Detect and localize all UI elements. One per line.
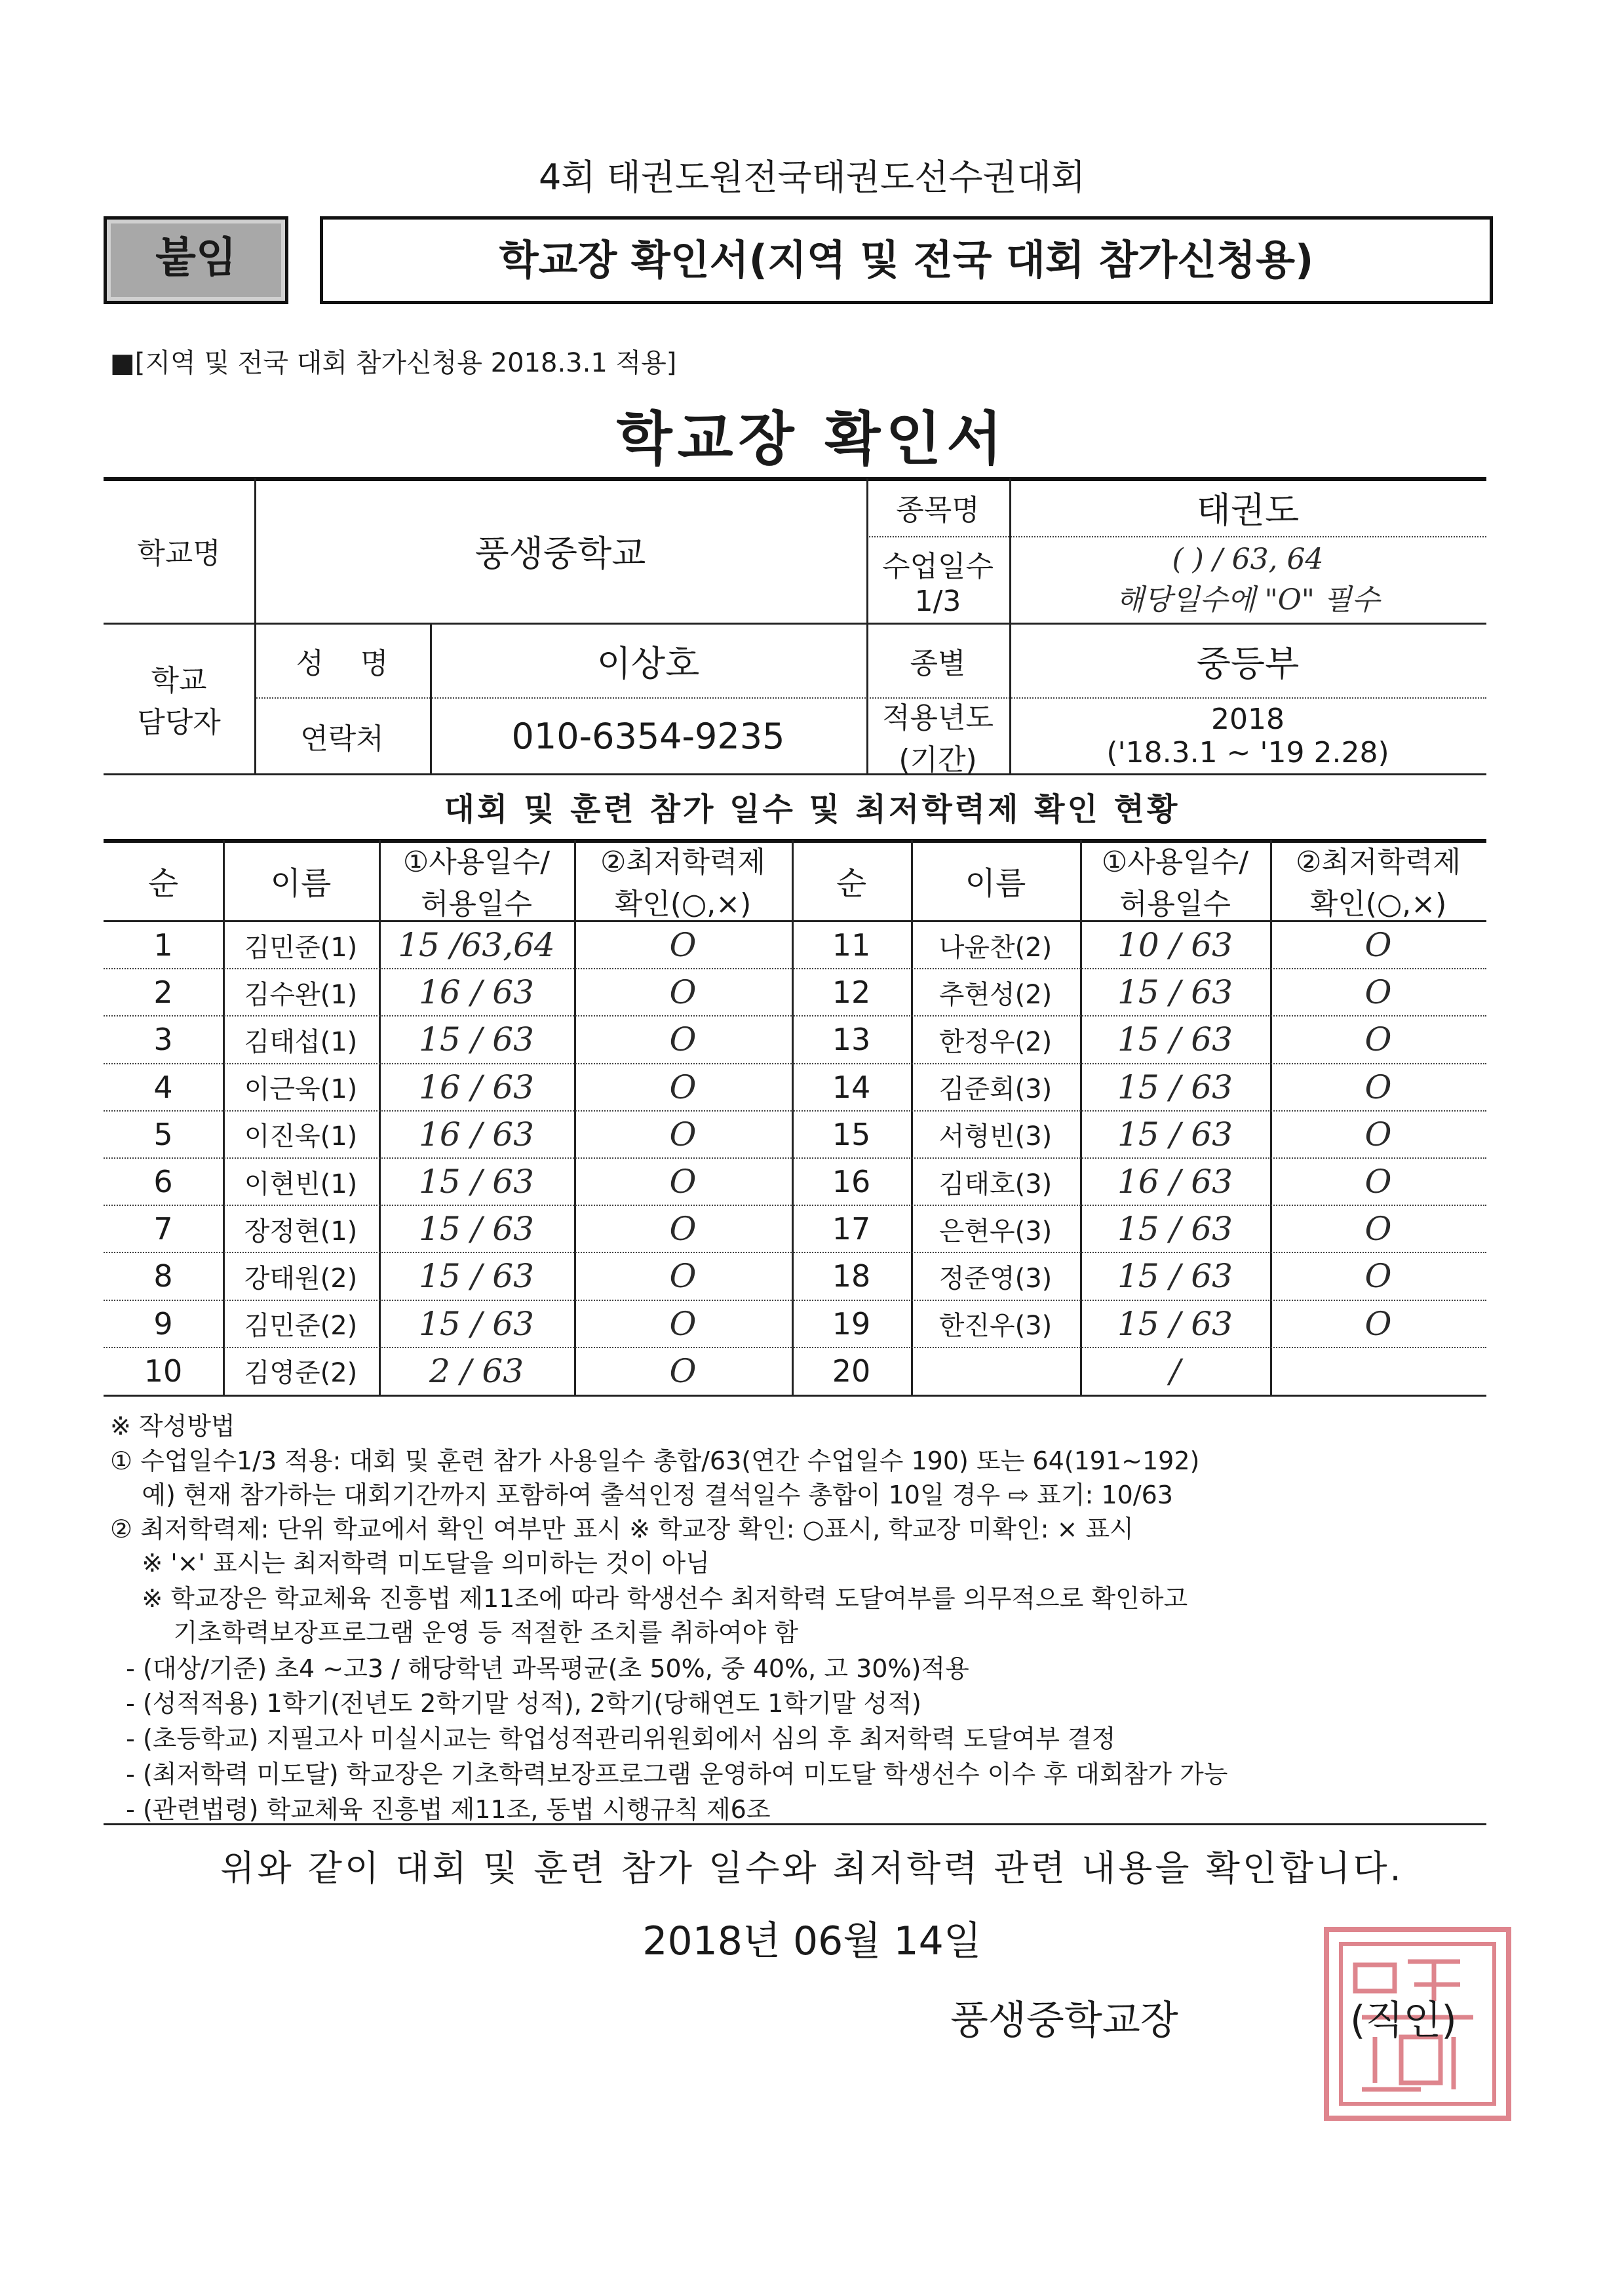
left-row-7-days: 15 / 63 xyxy=(419,1210,534,1249)
col-days-right-line2: 허용일수 xyxy=(1119,887,1231,921)
left-row-10-name: 김영준(2) xyxy=(244,1358,358,1389)
contact-label-line2: 담당자 xyxy=(137,706,221,739)
right-row-4-no: 14 xyxy=(832,1069,871,1105)
instruction-line-9: - (성적적용) 1학기(전년도 2학기말 성적), 2학기(당해연도 1학기말 성적) xyxy=(110,1689,921,1718)
name-value: 이상호 xyxy=(596,642,700,684)
year-label-line2: (기간) xyxy=(899,743,977,777)
left-row-1-name: 김민준(1) xyxy=(244,932,358,963)
right-row-3-check: O xyxy=(1364,1020,1392,1059)
col-days-right xyxy=(1080,840,1270,920)
right-row-5-days: 15 / 63 xyxy=(1117,1115,1233,1153)
left-row-4-name: 이근욱(1) xyxy=(244,1074,358,1105)
left-row-5-name: 이진욱(1) xyxy=(244,1121,358,1152)
left-row-7-name: 장정현(1) xyxy=(244,1216,358,1247)
left-row-5-no: 5 xyxy=(153,1116,173,1152)
left-row-8-check: O xyxy=(669,1257,697,1296)
right-row-10-days: / xyxy=(1169,1351,1181,1390)
days-label xyxy=(866,537,1009,623)
left-row-8-days: 15 / 63 xyxy=(419,1257,534,1296)
instruction-line-5: ※ '×' 표시는 최저학력 미도달을 의미하는 것이 아님 xyxy=(110,1549,710,1578)
principal-title: 풍생중학교장 xyxy=(950,1998,1178,2044)
col-check-right-line2: 확인(○,×) xyxy=(1309,887,1447,921)
division-value: 중등부 xyxy=(1196,642,1300,684)
confirmation-statement: 위와 같이 대회 및 훈련 참가 일수와 최저학력 관련 내용을 확인합니다. xyxy=(220,1848,1404,1889)
instruction-line-1: ※ 작성방법 xyxy=(110,1412,235,1441)
right-row-1-no: 11 xyxy=(832,927,871,963)
instruction-line-3: 예) 현재 참가하는 대회기간까지 포함하여 출석인정 결석일수 총합이 10일 경우 ⇨ 표기: 10/63 xyxy=(110,1481,1173,1509)
left-row-3-name: 김태섭(1) xyxy=(244,1026,358,1057)
left-row-7-no: 7 xyxy=(153,1211,173,1247)
left-row-10-days: 2 / 63 xyxy=(429,1351,524,1390)
contact-label-line1: 학교 xyxy=(151,664,207,697)
document-title-box xyxy=(320,216,1493,304)
left-row-3-check: O xyxy=(669,1020,697,1059)
col-name-right: 이름 xyxy=(965,864,1026,902)
col-check-left-line2: 확인(○,×) xyxy=(614,887,752,921)
right-row-5-no: 15 xyxy=(832,1116,871,1152)
col-check-right-line1: ②최저학력제 xyxy=(1296,845,1461,879)
right-row-2-days: 15 / 63 xyxy=(1117,973,1233,1012)
left-row-1-check: O xyxy=(669,926,697,965)
left-row-10-no: 10 xyxy=(144,1353,183,1389)
left-row-8-no: 8 xyxy=(153,1258,173,1294)
days-value-line2: 해당일수에 "O" 필수 xyxy=(1115,583,1380,617)
sport-value: 태권도 xyxy=(1196,489,1300,531)
left-row-6-check: O xyxy=(669,1163,697,1201)
left-row-5-days: 16 / 63 xyxy=(419,1115,534,1153)
right-row-7-no: 17 xyxy=(832,1211,871,1247)
left-row-7-check: O xyxy=(669,1210,697,1249)
issue-date: 2018년 06월 14일 xyxy=(642,1918,982,1964)
right-row-8-check: O xyxy=(1364,1257,1392,1296)
phone-label: 연락처 xyxy=(300,722,384,756)
right-row-2-name: 추현성(2) xyxy=(938,979,1053,1010)
year-value-line1: 2018 xyxy=(1211,703,1285,736)
instruction-line-6: ※ 학교장은 학교체육 진흥법 제11조에 따라 학생선수 최저학력 도달여부를 의무적으로 확인하고 xyxy=(110,1584,1188,1613)
right-row-8-days: 15 / 63 xyxy=(1117,1257,1233,1296)
right-row-9-name: 한진우(3) xyxy=(938,1311,1053,1342)
instruction-line-7: 기초학력보장프로그램 운영 등 적절한 조치를 취하여야 함 xyxy=(110,1618,799,1647)
left-row-2-days: 16 / 63 xyxy=(419,973,534,1012)
left-row-2-no: 2 xyxy=(153,975,173,1011)
instruction-line-10: - (초등학교) 지필고사 미실시교는 학업성적관리위원회에서 심의 후 최저학력 도달여부 결정 xyxy=(110,1724,1116,1753)
left-row-4-no: 4 xyxy=(153,1069,173,1105)
right-row-3-no: 13 xyxy=(832,1022,871,1058)
summary-heading: 대회 및 훈련 참가 일수 및 최저학력제 확인 현황 xyxy=(444,791,1180,828)
instruction-line-12: - (관련법령) 학교체육 진흥법 제11조, 동법 시행규칙 제6조 xyxy=(110,1795,771,1824)
left-row-4-check: O xyxy=(669,1068,697,1106)
col-days-left-line2: 허용일수 xyxy=(420,887,532,921)
attachment-badge: 붙임 xyxy=(104,216,288,304)
phone-value: 010-6354-9235 xyxy=(511,715,785,757)
instruction-line-2: ① 수업일수1/3 적용: 대회 및 훈련 참가 사용일수 총합/63(연간 수업일수 190) 또는 64(191~192) xyxy=(110,1446,1200,1475)
right-row-4-days: 15 / 63 xyxy=(1117,1068,1233,1106)
col-name-left: 이름 xyxy=(270,864,332,902)
right-row-5-name: 서형빈(3) xyxy=(938,1121,1053,1152)
days-value-line1: ( ) / 63, 64 xyxy=(1172,542,1324,576)
col-days-left-line1: ①사용일수/ xyxy=(402,845,551,879)
left-row-2-name: 김수완(1) xyxy=(244,979,358,1010)
division-label: 종별 xyxy=(910,647,966,680)
left-row-3-no: 3 xyxy=(153,1022,173,1058)
right-row-7-name: 은현우(3) xyxy=(938,1216,1053,1247)
year-value xyxy=(1009,699,1486,773)
instruction-line-11: - (최저학력 미도달) 학교장은 기초학력보장프로그램 운영하여 미도달 학생선수 이수 후 대회참가 가능 xyxy=(110,1760,1228,1789)
col-check-right xyxy=(1270,840,1486,920)
right-row-4-name: 김준회(3) xyxy=(938,1074,1053,1105)
right-row-3-days: 15 / 63 xyxy=(1117,1020,1233,1059)
school-value: 풍생중학교 xyxy=(474,532,646,574)
right-row-6-name: 김태호(3) xyxy=(938,1169,1053,1199)
left-row-2-check: O xyxy=(669,973,697,1012)
right-row-10-no: 20 xyxy=(832,1353,871,1389)
right-row-2-no: 12 xyxy=(832,975,871,1011)
year-label-line1: 적용년도 xyxy=(881,701,994,735)
right-row-1-days: 10 / 63 xyxy=(1117,926,1233,965)
right-row-10-name xyxy=(911,1347,1080,1395)
contact-label xyxy=(104,624,254,773)
days-label-line2: 1/3 xyxy=(914,584,961,618)
col-days-left xyxy=(379,840,574,920)
right-row-7-days: 15 / 63 xyxy=(1117,1210,1233,1249)
left-row-8-name: 강태원(2) xyxy=(244,1263,358,1294)
year-label xyxy=(866,699,1009,777)
left-row-4-days: 16 / 63 xyxy=(419,1068,534,1106)
left-row-1-no: 1 xyxy=(153,927,173,963)
right-row-6-no: 16 xyxy=(832,1164,871,1200)
right-row-9-no: 19 xyxy=(832,1306,871,1342)
left-row-10-check: O xyxy=(669,1351,697,1390)
left-row-9-no: 9 xyxy=(153,1306,173,1342)
seal-label: (직인) xyxy=(1350,1998,1457,2044)
event-title: 4회 태권도원전국태권도선수권대회 xyxy=(539,157,1085,198)
right-row-9-check: O xyxy=(1364,1304,1392,1343)
days-value xyxy=(1009,537,1486,623)
col-days-right-line1: ①사용일수/ xyxy=(1101,845,1249,879)
right-row-8-name: 정준영(3) xyxy=(938,1263,1053,1294)
right-row-6-days: 16 / 63 xyxy=(1117,1163,1233,1201)
left-row-6-no: 6 xyxy=(153,1164,173,1200)
right-row-8-no: 18 xyxy=(832,1258,871,1294)
form-title: 학교장 확인서 xyxy=(616,405,1008,473)
right-row-1-check: O xyxy=(1364,926,1392,965)
name-label: 성 명 xyxy=(296,647,389,680)
right-row-7-check: O xyxy=(1364,1210,1392,1249)
sport-label: 종목명 xyxy=(896,494,980,527)
right-row-1-name: 나윤찬(2) xyxy=(938,932,1053,963)
left-row-3-days: 15 / 63 xyxy=(419,1020,534,1059)
left-row-9-days: 15 / 63 xyxy=(419,1304,534,1343)
left-row-9-name: 김민준(2) xyxy=(244,1311,358,1342)
right-row-6-check: O xyxy=(1364,1163,1392,1201)
left-row-9-check: O xyxy=(669,1304,697,1343)
left-row-6-name: 이현빈(1) xyxy=(244,1169,358,1199)
instruction-line-8: - (대상/기준) 초4 ~고3 / 해당학년 과목평균(초 50%, 중 40%, 고 30%)적용 xyxy=(110,1654,969,1683)
year-value-line2: ('18.3.1 ~ '19 2.28) xyxy=(1106,736,1389,769)
right-row-5-check: O xyxy=(1364,1115,1392,1153)
right-row-10-check xyxy=(1270,1347,1486,1395)
col-check-left-line1: ②최저학력제 xyxy=(600,845,765,879)
right-row-3-name: 한정우(2) xyxy=(938,1026,1053,1057)
right-row-9-days: 15 / 63 xyxy=(1117,1304,1233,1343)
col-check-left xyxy=(574,840,792,920)
document-title: 학교장 확인서(지역 및 전국 대회 참가신청용) xyxy=(499,236,1314,284)
left-row-1-days: 15 /63,64 xyxy=(398,926,555,965)
right-row-2-check: O xyxy=(1364,973,1392,1012)
days-label-line1: 수업일수 xyxy=(881,549,994,583)
left-row-6-days: 15 / 63 xyxy=(419,1163,534,1201)
school-label: 학교명 xyxy=(137,537,221,570)
left-row-5-check: O xyxy=(669,1115,697,1153)
col-no-left: 순 xyxy=(147,864,179,902)
right-row-4-check: O xyxy=(1364,1068,1392,1106)
applicability-notice: ■[지역 및 전국 대회 참가신청용 2018.3.1 적용] xyxy=(110,348,677,378)
instruction-line-4: ② 최저학력제: 단위 학교에서 확인 여부만 표시 ※ 학교장 확인: ○표시, 학교장 미확인: × 표시 xyxy=(110,1515,1134,1543)
col-no-right: 순 xyxy=(836,864,867,902)
